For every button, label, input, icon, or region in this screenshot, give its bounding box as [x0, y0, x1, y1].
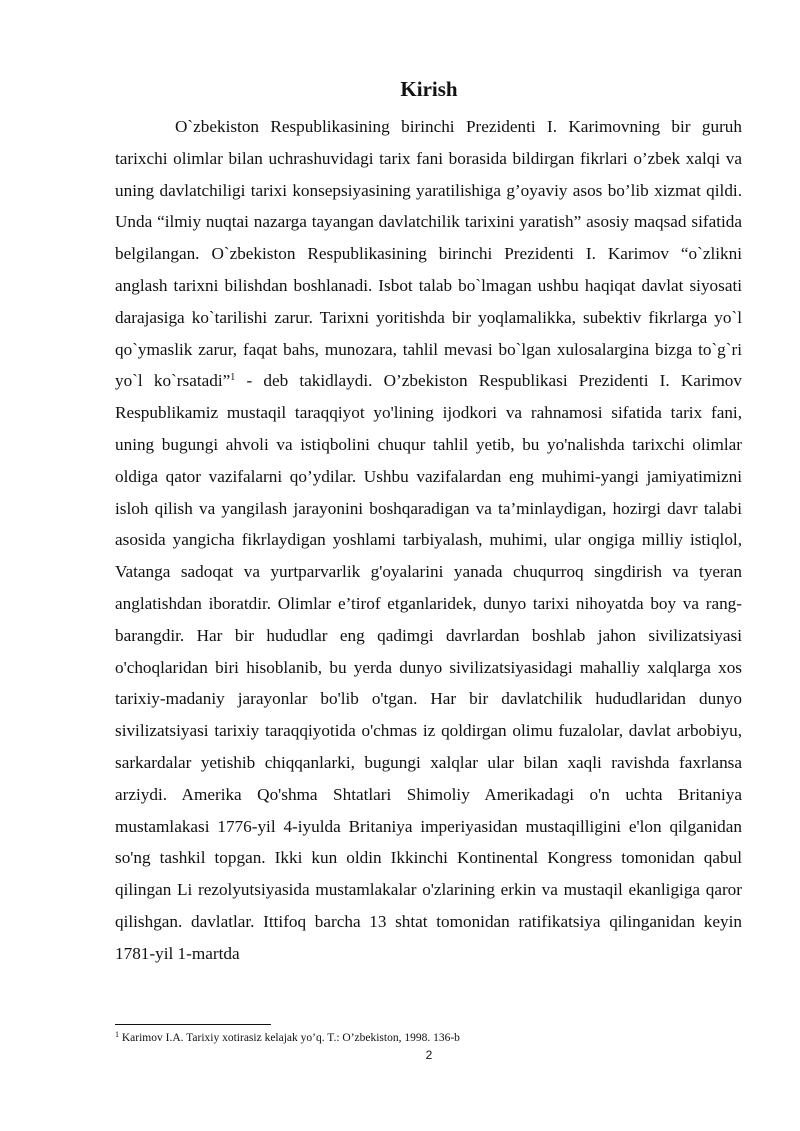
- footnote: [115, 1031, 742, 1045]
- footnote-reference[interactable]: 1: [230, 372, 236, 384]
- paragraph-text-part1: O`zbekiston Respublikasining birinchi Prezidenti I. Karimovning bir guruh tarixchi olimlar bilan uchrashuvidagi tarix fani borasida bildirgan fikrlari o’zbek xalqi va uning davlatchiligi tarixi konsepsiyasining yaratilishiga g’oyaviy asos bo’lib xizmat qildi. Unda “ilmiy nuqtai nazarga tayangan davlatchilik tarixini yaratish” asosiy maqsad sifatida belgilangan. O`zbekiston Respublikasining birinchi Prezidenti I. Karimov “o`zlikni anglash tarixni bilishdan boshlanadi. Isbot talab bo`lmagan ushbu haqiqat davlat siyosati darajasiga ko`tarilishi zarur. Tarixni yoritishda bir yoqlamalikka, subektiv fikrlarga yo`l qo`ymaslik zarur, faqat bahs, munozara, tahlil mevasi bo`lgan xulosalargina bizga to`g`ri yo`l ko`rsatadi”: [115, 117, 742, 391]
- footnote-text: Karimov I.A. Tarixiy xotirasiz kelajak yo’q. T.: O’zbekiston, 1998. 136-b: [119, 1032, 460, 1044]
- page-title: Kirish: [400, 77, 458, 101]
- footnote-separator: [115, 1024, 271, 1025]
- body-text: [115, 111, 742, 970]
- paragraph-text-part2: - deb takidlaydi. O’zbekiston Respublikasi Prezidenti I. Karimov Respublikamiz mustaqil taraqqiyot yo'lining ijodkori va rahnamosi sifatida tarix fani, uning bugungi ahvoli va istiqbolini chuqur tahlil yetib, bu yo'nalishda tarixchi olimlar oldiga qator vazifalarni qo’ydilar. Ushbu vazifalardan eng muhimi-yangi jamiyatimizni isloh qilish va yangilash jarayonini boshqaradigan va ta’minlaydigan, hozirgi davr talabi asosida yangicha fikrlaydigan yoshlami tarbiyalash, muhimi, ular ongiga milliy istiqlol, Vatanga sadoqat va yurtparvarlik g'oyalarini yanada chuqurroq singdirish va tyeran anglatishdan iboratdir. Olimlar e’tirof etganlaridek, dunyo tarixi nihoyatda boy va rang-barangdir. Har bir hududlar eng qadimgi davrlardan boshlab jahon sivilizatsiyasi o'choqlaridan biri hisoblanib, bu yerda dunyo sivilizatsiyasidagi mahalliy xalqlarga xos tarixiy-madaniy jarayonlar bo'lib o'tgan. Har bir davlatchilik hududlaridan dunyo sivilizatsiyasi tarixiy taraqqiyotida o'chmas iz qoldirgan olimu fuzalolar, davlat arbobiyu, sarkardalar yetishib chiqqanlarki, bugungi xalqlar ular bilan xaqli ravishda faxrlansa arziydi. Amerika Qo'shma Shtatlari Shimoliy Amerikadagi o'n uchta Britaniya mustamlakasi 1776-yil 4-iyulda Britaniya imperiyasidan mustaqilligini e'lon qilganidan so'ng tashkil topgan. Ikki kun oldin Ikkinchi Kontinental Kongress tomonidan qabul qilingan Li rezolyutsiyasida mustamlakalar o'zlarining erkin va mustaqil ekanligiga qaror qilishgan. davlatlar. Ittifoq barcha 13 shtat tomonidan ratifikatsiya qilinganidan keyin 1781-yil 1-martda: [115, 371, 742, 963]
- page-number: 2: [425, 1048, 433, 1062]
- footnote-mark: 1: [115, 1030, 119, 1039]
- main-paragraph: [115, 111, 742, 970]
